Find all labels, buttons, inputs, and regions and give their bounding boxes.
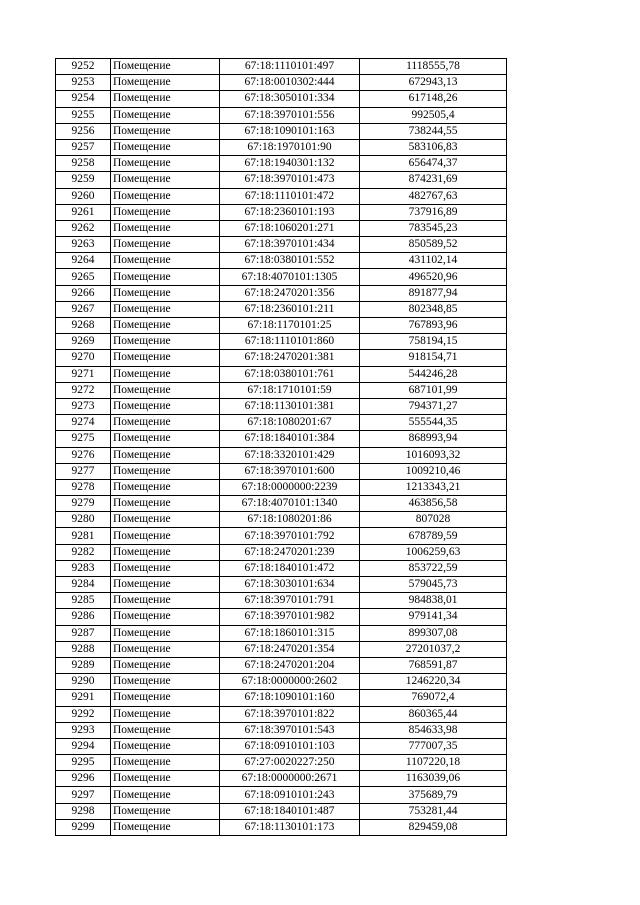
row-number-cell: 9284 xyxy=(56,577,111,593)
object-type-cell: Помещение xyxy=(111,479,220,495)
object-type-cell: Помещение xyxy=(111,657,220,673)
row-number-cell: 9255 xyxy=(56,107,111,123)
cadastral-value-cell: 899307,08 xyxy=(360,625,507,641)
cadastral-value-cell: 1246220,34 xyxy=(360,674,507,690)
cadastral-number-cell: 67:18:3030101:634 xyxy=(220,577,360,593)
table-row xyxy=(56,431,507,447)
property-table-body xyxy=(56,59,507,836)
object-type-cell: Помещение xyxy=(111,577,220,593)
row-number-cell: 9298 xyxy=(56,803,111,819)
cadastral-value-cell: 737916,89 xyxy=(360,204,507,220)
cadastral-value-cell: 768591,87 xyxy=(360,657,507,673)
cadastral-number-cell: 67:18:3970101:822 xyxy=(220,706,360,722)
cadastral-value-cell: 777007,35 xyxy=(360,738,507,754)
table-row xyxy=(56,771,507,787)
cadastral-value-cell: 1213343,21 xyxy=(360,479,507,495)
table-row xyxy=(56,560,507,576)
row-number-cell: 9275 xyxy=(56,431,111,447)
table-row xyxy=(56,593,507,609)
cadastral-number-cell: 67:18:3320101:429 xyxy=(220,447,360,463)
cadastral-value-cell: 1006259,63 xyxy=(360,544,507,560)
cadastral-number-cell: 67:18:0380101:761 xyxy=(220,366,360,382)
object-type-cell: Помещение xyxy=(111,415,220,431)
table-row xyxy=(56,819,507,835)
object-type-cell: Помещение xyxy=(111,188,220,204)
table-row xyxy=(56,253,507,269)
table-row xyxy=(56,204,507,220)
row-number-cell: 9258 xyxy=(56,156,111,172)
cadastral-number-cell: 67:18:0010302:444 xyxy=(220,75,360,91)
row-number-cell: 9273 xyxy=(56,398,111,414)
cadastral-number-cell: 67:18:1710101:59 xyxy=(220,382,360,398)
cadastral-number-cell: 67:18:3970101:792 xyxy=(220,528,360,544)
object-type-cell: Помещение xyxy=(111,771,220,787)
cadastral-value-cell: 918154,71 xyxy=(360,350,507,366)
object-type-cell: Помещение xyxy=(111,269,220,285)
cadastral-value-cell: 860365,44 xyxy=(360,706,507,722)
object-type-cell: Помещение xyxy=(111,706,220,722)
table-row xyxy=(56,139,507,155)
table-row xyxy=(56,512,507,528)
row-number-cell: 9296 xyxy=(56,771,111,787)
cadastral-number-cell: 67:18:1060201:271 xyxy=(220,220,360,236)
row-number-cell: 9262 xyxy=(56,220,111,236)
table-row xyxy=(56,738,507,754)
table-row xyxy=(56,690,507,706)
row-number-cell: 9281 xyxy=(56,528,111,544)
cadastral-number-cell: 67:18:0910101:103 xyxy=(220,738,360,754)
cadastral-value-cell: 583106,83 xyxy=(360,139,507,155)
cadastral-value-cell: 656474,37 xyxy=(360,156,507,172)
row-number-cell: 9270 xyxy=(56,350,111,366)
cadastral-value-cell: 375689,79 xyxy=(360,787,507,803)
cadastral-value-cell: 868993,94 xyxy=(360,431,507,447)
row-number-cell: 9254 xyxy=(56,91,111,107)
cadastral-number-cell: 67:18:1130101:381 xyxy=(220,398,360,414)
cadastral-value-cell: 496520,96 xyxy=(360,269,507,285)
cadastral-value-cell: 979141,34 xyxy=(360,609,507,625)
table-row xyxy=(56,787,507,803)
object-type-cell: Помещение xyxy=(111,528,220,544)
table-row xyxy=(56,496,507,512)
cadastral-value-cell: 753281,44 xyxy=(360,803,507,819)
cadastral-number-cell: 67:18:2360101:211 xyxy=(220,301,360,317)
cadastral-number-cell: 67:18:3970101:600 xyxy=(220,463,360,479)
object-type-cell: Помещение xyxy=(111,91,220,107)
cadastral-number-cell: 67:18:1110101:860 xyxy=(220,334,360,350)
cadastral-number-cell: 67:18:1080201:67 xyxy=(220,415,360,431)
cadastral-value-cell: 1118555,78 xyxy=(360,59,507,75)
table-row xyxy=(56,463,507,479)
cadastral-number-cell: 67:18:1840101:472 xyxy=(220,560,360,576)
cadastral-number-cell: 67:18:1130101:173 xyxy=(220,819,360,835)
cadastral-value-cell: 853722,59 xyxy=(360,560,507,576)
cadastral-value-cell: 758194,15 xyxy=(360,334,507,350)
cadastral-number-cell: 67:18:0000000:2671 xyxy=(220,771,360,787)
table-row xyxy=(56,237,507,253)
cadastral-number-cell: 67:18:4070101:1340 xyxy=(220,496,360,512)
row-number-cell: 9256 xyxy=(56,123,111,139)
cadastral-value-cell: 555544,35 xyxy=(360,415,507,431)
cadastral-number-cell: 67:18:1840101:487 xyxy=(220,803,360,819)
row-number-cell: 9274 xyxy=(56,415,111,431)
property-table xyxy=(55,58,507,836)
cadastral-number-cell: 67:18:1970101:90 xyxy=(220,139,360,155)
table-row xyxy=(56,156,507,172)
cadastral-value-cell: 1107220,18 xyxy=(360,755,507,771)
cadastral-value-cell: 738244,55 xyxy=(360,123,507,139)
row-number-cell: 9280 xyxy=(56,512,111,528)
object-type-cell: Помещение xyxy=(111,139,220,155)
table-row xyxy=(56,382,507,398)
cadastral-value-cell: 678789,59 xyxy=(360,528,507,544)
cadastral-value-cell: 807028 xyxy=(360,512,507,528)
row-number-cell: 9278 xyxy=(56,479,111,495)
cadastral-number-cell: 67:18:2470201:204 xyxy=(220,657,360,673)
row-number-cell: 9294 xyxy=(56,738,111,754)
cadastral-value-cell: 891877,94 xyxy=(360,285,507,301)
object-type-cell: Помещение xyxy=(111,237,220,253)
row-number-cell: 9259 xyxy=(56,172,111,188)
object-type-cell: Помещение xyxy=(111,318,220,334)
cadastral-number-cell: 67:18:0910101:243 xyxy=(220,787,360,803)
object-type-cell: Помещение xyxy=(111,560,220,576)
object-type-cell: Помещение xyxy=(111,75,220,91)
table-row xyxy=(56,447,507,463)
table-row xyxy=(56,722,507,738)
object-type-cell: Помещение xyxy=(111,544,220,560)
cadastral-value-cell: 463856,58 xyxy=(360,496,507,512)
cadastral-value-cell: 27201037,2 xyxy=(360,641,507,657)
object-type-cell: Помещение xyxy=(111,447,220,463)
cadastral-number-cell: 67:18:1090101:160 xyxy=(220,690,360,706)
object-type-cell: Помещение xyxy=(111,690,220,706)
row-number-cell: 9265 xyxy=(56,269,111,285)
object-type-cell: Помещение xyxy=(111,609,220,625)
cadastral-number-cell: 67:18:2360101:193 xyxy=(220,204,360,220)
cadastral-value-cell: 794371,27 xyxy=(360,398,507,414)
object-type-cell: Помещение xyxy=(111,738,220,754)
table-row xyxy=(56,755,507,771)
cadastral-number-cell: 67:18:1110101:497 xyxy=(220,59,360,75)
object-type-cell: Помещение xyxy=(111,366,220,382)
cadastral-number-cell: 67:18:2470201:354 xyxy=(220,641,360,657)
cadastral-number-cell: 67:18:3970101:982 xyxy=(220,609,360,625)
table-row xyxy=(56,479,507,495)
object-type-cell: Помещение xyxy=(111,382,220,398)
table-row xyxy=(56,220,507,236)
object-type-cell: Помещение xyxy=(111,803,220,819)
cadastral-number-cell: 67:18:3970101:434 xyxy=(220,237,360,253)
row-number-cell: 9277 xyxy=(56,463,111,479)
object-type-cell: Помещение xyxy=(111,253,220,269)
cadastral-number-cell: 67:18:1840101:384 xyxy=(220,431,360,447)
row-number-cell: 9279 xyxy=(56,496,111,512)
cadastral-value-cell: 672943,13 xyxy=(360,75,507,91)
table-row xyxy=(56,334,507,350)
object-type-cell: Помещение xyxy=(111,463,220,479)
cadastral-number-cell: 67:18:1170101:25 xyxy=(220,318,360,334)
object-type-cell: Помещение xyxy=(111,625,220,641)
cadastral-number-cell: 67:18:2470201:381 xyxy=(220,350,360,366)
object-type-cell: Помещение xyxy=(111,220,220,236)
table-row xyxy=(56,123,507,139)
row-number-cell: 9263 xyxy=(56,237,111,253)
object-type-cell: Помещение xyxy=(111,172,220,188)
cadastral-number-cell: 67:18:1110101:472 xyxy=(220,188,360,204)
cadastral-number-cell: 67:18:3050101:334 xyxy=(220,91,360,107)
object-type-cell: Помещение xyxy=(111,496,220,512)
object-type-cell: Помещение xyxy=(111,431,220,447)
cadastral-value-cell: 687101,99 xyxy=(360,382,507,398)
cadastral-number-cell: 67:18:1860101:315 xyxy=(220,625,360,641)
object-type-cell: Помещение xyxy=(111,755,220,771)
row-number-cell: 9287 xyxy=(56,625,111,641)
cadastral-value-cell: 767893,96 xyxy=(360,318,507,334)
cadastral-value-cell: 984838,01 xyxy=(360,593,507,609)
table-row xyxy=(56,188,507,204)
table-row xyxy=(56,803,507,819)
cadastral-value-cell: 829459,08 xyxy=(360,819,507,835)
table-row xyxy=(56,528,507,544)
cadastral-value-cell: 1163039,06 xyxy=(360,771,507,787)
cadastral-number-cell: 67:18:3970101:473 xyxy=(220,172,360,188)
row-number-cell: 9257 xyxy=(56,139,111,155)
row-number-cell: 9297 xyxy=(56,787,111,803)
object-type-cell: Помещение xyxy=(111,787,220,803)
row-number-cell: 9289 xyxy=(56,657,111,673)
table-row xyxy=(56,285,507,301)
row-number-cell: 9282 xyxy=(56,544,111,560)
cadastral-number-cell: 67:18:3970101:543 xyxy=(220,722,360,738)
object-type-cell: Помещение xyxy=(111,674,220,690)
row-number-cell: 9292 xyxy=(56,706,111,722)
object-type-cell: Помещение xyxy=(111,722,220,738)
object-type-cell: Помещение xyxy=(111,398,220,414)
object-type-cell: Помещение xyxy=(111,641,220,657)
object-type-cell: Помещение xyxy=(111,334,220,350)
cadastral-value-cell: 802348,85 xyxy=(360,301,507,317)
row-number-cell: 9290 xyxy=(56,674,111,690)
table-row xyxy=(56,107,507,123)
object-type-cell: Помещение xyxy=(111,593,220,609)
cadastral-value-cell: 769072,4 xyxy=(360,690,507,706)
row-number-cell: 9276 xyxy=(56,447,111,463)
table-row xyxy=(56,301,507,317)
row-number-cell: 9268 xyxy=(56,318,111,334)
cadastral-number-cell: 67:18:1940301:132 xyxy=(220,156,360,172)
cadastral-number-cell: 67:18:2470201:239 xyxy=(220,544,360,560)
object-type-cell: Помещение xyxy=(111,204,220,220)
row-number-cell: 9264 xyxy=(56,253,111,269)
object-type-cell: Помещение xyxy=(111,156,220,172)
table-row xyxy=(56,544,507,560)
cadastral-value-cell: 617148,26 xyxy=(360,91,507,107)
cadastral-number-cell: 67:27:0020227:250 xyxy=(220,755,360,771)
row-number-cell: 9291 xyxy=(56,690,111,706)
row-number-cell: 9252 xyxy=(56,59,111,75)
cadastral-value-cell: 874231,69 xyxy=(360,172,507,188)
row-number-cell: 9271 xyxy=(56,366,111,382)
row-number-cell: 9269 xyxy=(56,334,111,350)
row-number-cell: 9295 xyxy=(56,755,111,771)
object-type-cell: Помещение xyxy=(111,107,220,123)
cadastral-value-cell: 431102,14 xyxy=(360,253,507,269)
table-row xyxy=(56,59,507,75)
cadastral-value-cell: 1009210,46 xyxy=(360,463,507,479)
row-number-cell: 9283 xyxy=(56,560,111,576)
cadastral-number-cell: 67:18:0000000:2602 xyxy=(220,674,360,690)
cadastral-number-cell: 67:18:0380101:552 xyxy=(220,253,360,269)
cadastral-value-cell: 1016093,32 xyxy=(360,447,507,463)
table-row xyxy=(56,350,507,366)
cadastral-value-cell: 579045,73 xyxy=(360,577,507,593)
cadastral-value-cell: 544246,28 xyxy=(360,366,507,382)
cadastral-number-cell: 67:18:1080201:86 xyxy=(220,512,360,528)
table-row xyxy=(56,269,507,285)
cadastral-value-cell: 992505,4 xyxy=(360,107,507,123)
table-row xyxy=(56,318,507,334)
table-row xyxy=(56,172,507,188)
table-row xyxy=(56,91,507,107)
cadastral-number-cell: 67:18:2470201:356 xyxy=(220,285,360,301)
table-row xyxy=(56,577,507,593)
cadastral-number-cell: 67:18:3970101:556 xyxy=(220,107,360,123)
cadastral-value-cell: 783545,23 xyxy=(360,220,507,236)
table-row xyxy=(56,75,507,91)
cadastral-number-cell: 67:18:4070101:1305 xyxy=(220,269,360,285)
row-number-cell: 9272 xyxy=(56,382,111,398)
cadastral-number-cell: 67:18:1090101:163 xyxy=(220,123,360,139)
cadastral-value-cell: 850589,52 xyxy=(360,237,507,253)
object-type-cell: Помещение xyxy=(111,819,220,835)
row-number-cell: 9267 xyxy=(56,301,111,317)
table-row xyxy=(56,625,507,641)
row-number-cell: 9286 xyxy=(56,609,111,625)
row-number-cell: 9293 xyxy=(56,722,111,738)
row-number-cell: 9288 xyxy=(56,641,111,657)
object-type-cell: Помещение xyxy=(111,59,220,75)
object-type-cell: Помещение xyxy=(111,512,220,528)
cadastral-number-cell: 67:18:0000000:2239 xyxy=(220,479,360,495)
object-type-cell: Помещение xyxy=(111,350,220,366)
row-number-cell: 9253 xyxy=(56,75,111,91)
row-number-cell: 9285 xyxy=(56,593,111,609)
table-row xyxy=(56,641,507,657)
table-row xyxy=(56,657,507,673)
object-type-cell: Помещение xyxy=(111,123,220,139)
table-row xyxy=(56,674,507,690)
object-type-cell: Помещение xyxy=(111,301,220,317)
row-number-cell: 9260 xyxy=(56,188,111,204)
table-row xyxy=(56,706,507,722)
table-row xyxy=(56,609,507,625)
table-row xyxy=(56,366,507,382)
cadastral-number-cell: 67:18:3970101:791 xyxy=(220,593,360,609)
cadastral-value-cell: 482767,63 xyxy=(360,188,507,204)
row-number-cell: 9299 xyxy=(56,819,111,835)
object-type-cell: Помещение xyxy=(111,285,220,301)
cadastral-value-cell: 854633,98 xyxy=(360,722,507,738)
table-row xyxy=(56,398,507,414)
table-row xyxy=(56,415,507,431)
row-number-cell: 9261 xyxy=(56,204,111,220)
row-number-cell: 9266 xyxy=(56,285,111,301)
